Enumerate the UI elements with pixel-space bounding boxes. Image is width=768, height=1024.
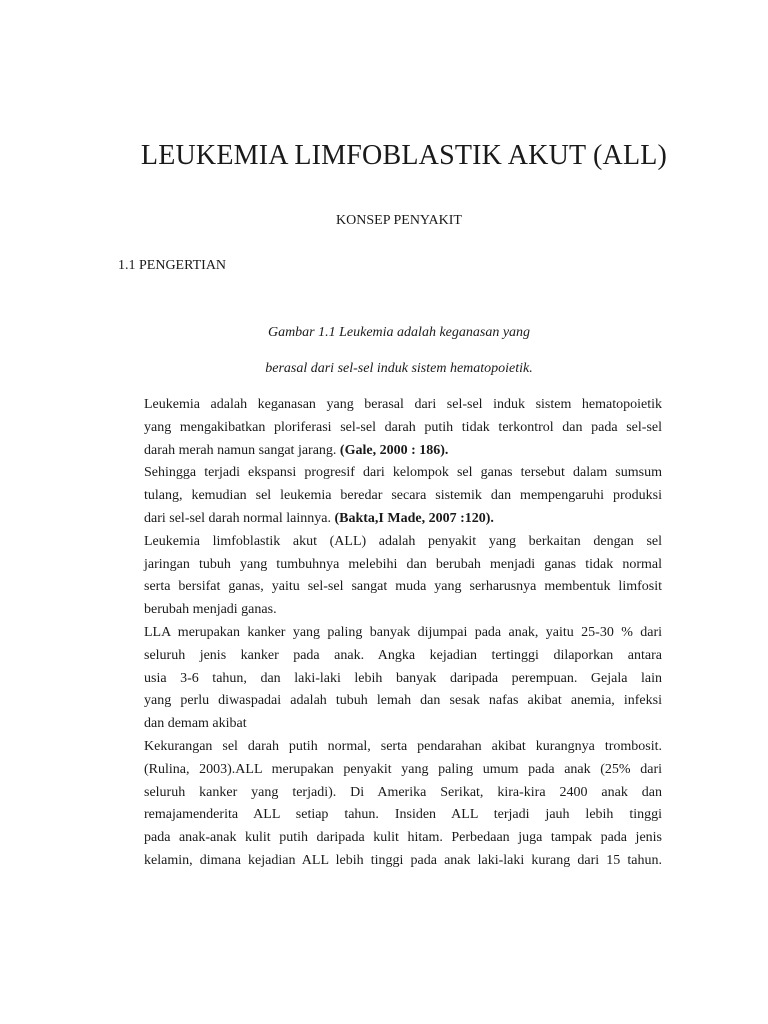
body-line: tulang, kemudian sel leukemia beredar secara sistemik dan mempengaruhi produksi (144, 488, 662, 504)
body-line: Kekurangan sel darah putih normal, serta pendarahan akibat kurangnya trombosit. (144, 738, 662, 754)
body-line: seluruh kanker yang terjadi). Di Amerika Serikat, kira-kira 2400 anak dan (144, 784, 662, 800)
body-line: remajamenderita ALL setiap tahun. Insiden ALL terjadi jauh lebih tinggi (144, 807, 662, 823)
figure-caption-line-2: berasal dari sel-sel induk sistem hematopoietik. (265, 361, 533, 376)
body-line: jaringan tubuh yang tumbuhnya melebihi dan berubah menjadi ganas tidak normal (144, 556, 662, 572)
section-heading: 1.1 PENGERTIAN (118, 258, 227, 273)
body-line: yang mengakibatkan ploriferasi sel-sel darah putih tidak terkontrol dan pada sel-sel (144, 419, 662, 435)
body-line: Leukemia adalah keganasan yang berasal dari sel-sel induk sistem hematopoietik (144, 397, 662, 412)
body-line (144, 508, 662, 531)
body-line: Sehingga terjadi ekspansi progresif dari kelompok sel ganas tersebut dalam sumsum (144, 465, 662, 481)
body-line: seluruh jenis kanker pada anak. Angka kejadian tertinggi dilaporkan antara (144, 647, 662, 663)
body-line-text: darah merah namun sangat jarang. (144, 442, 337, 458)
citation: (Gale, 2000 : 186). (339, 442, 449, 458)
body-line: kelamin, dimana kejadian ALL lebih tinggi pada anak laki-laki kurang dari 15 tahun. (144, 852, 662, 868)
citation: (Bakta,I Made, 2007 :120). (334, 510, 494, 526)
body-line: dan demam akibat (144, 716, 247, 732)
document-subtitle: KONSEP PENYAKIT (336, 213, 462, 228)
body-line (144, 440, 662, 463)
figure-caption-line-1: Gambar 1.1 Leukemia adalah keganasan yang (267, 325, 531, 340)
body-line: yang perlu diwaspadai adalah tubuh lemah dan sesak nafas akibat anemia, infeksi (144, 693, 662, 709)
body-text (144, 394, 662, 873)
body-line: serta bersifat ganas, yaitu sel-sel sangat muda yang serharusnya membentuk limfosit (144, 579, 662, 595)
body-line: pada anak-anak kulit putih daripada kulit hitam. Perbedaan juga tampak pada jenis (144, 830, 662, 846)
body-line: berubah menjadi ganas. (144, 602, 277, 618)
body-line-text: dari sel-sel darah normal lainnya. (144, 510, 331, 526)
document-title: LEUKEMIA LIMFOBLASTIK AKUT (ALL) (140, 140, 668, 171)
body-line: LLA merupakan kanker yang paling banyak dijumpai pada anak, yaitu 25-30 % dari (144, 624, 662, 640)
body-line: usia 3-6 tahun, dan laki-laki lebih banyak daripada perempuan. Gejala lain (144, 670, 662, 686)
body-line: (Rulina, 2003).ALL merupakan penyakit yang paling umum pada anak (25% dari (144, 761, 662, 777)
body-line: Leukemia limfoblastik akut (ALL) adalah penyakit yang berkaitan dengan sel (144, 533, 662, 549)
